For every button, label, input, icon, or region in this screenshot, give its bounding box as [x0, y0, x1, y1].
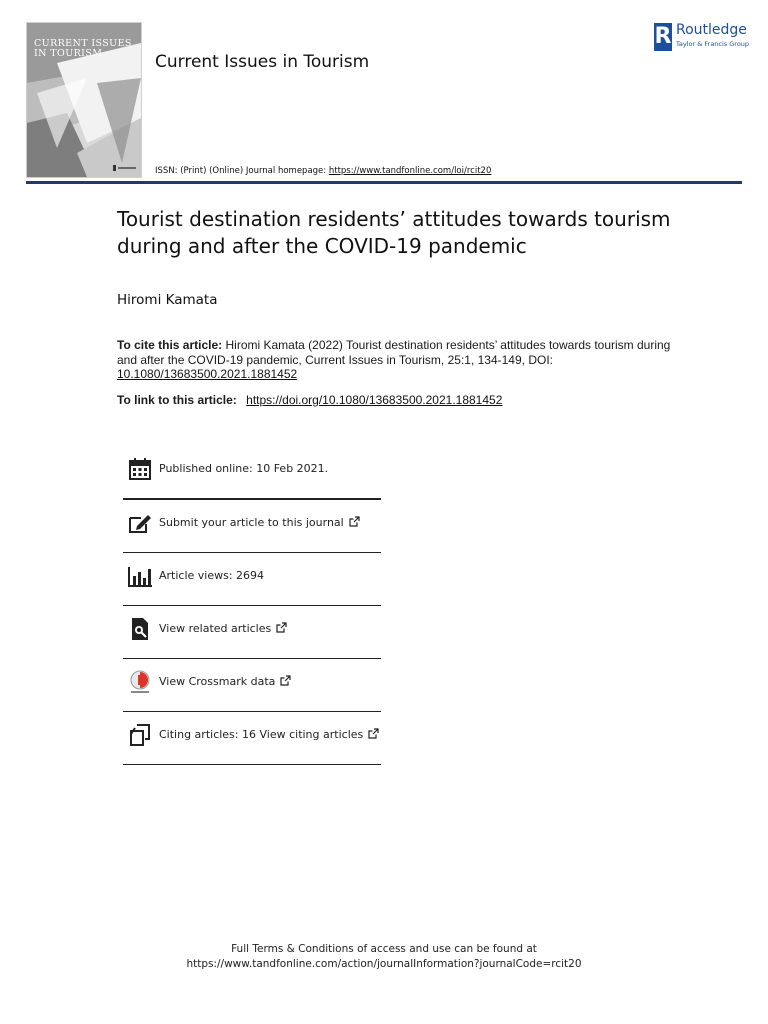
terms-footer: [0, 942, 768, 972]
submit-article-label[interactable]: Submit your article to this journal: [159, 516, 360, 529]
article-link-line: [117, 393, 502, 407]
header-divider: [26, 181, 742, 184]
link-label: To link to this article:: [117, 393, 237, 407]
journal-homepage-link[interactable]: https://www.tandfonline.com/loi/rcit20: [328, 166, 492, 176]
publisher-subtitle: Taylor & Francis Group: [676, 40, 750, 48]
citing-articles-label[interactable]: Citing articles: 16 View citing articles: [159, 728, 379, 741]
publisher-name: Routledge: [676, 22, 747, 38]
publisher-logo: [654, 22, 750, 52]
footer-terms-url[interactable]: https://www.tandfonline.com/action/journalInformation?journalCode=rcit20: [186, 958, 582, 970]
published-online-item: [123, 446, 381, 500]
footer-line-1: Full Terms & Conditions of access and use can be found at: [231, 943, 537, 955]
article-views-item: [123, 553, 381, 606]
related-articles-item[interactable]: [123, 606, 381, 659]
external-link-icon: [349, 516, 360, 527]
article-meta-list: [123, 446, 381, 765]
crossmark-icon: [127, 669, 153, 695]
bar-chart-icon: [127, 563, 153, 589]
external-link-icon: [280, 675, 291, 686]
edit-icon: [127, 510, 153, 536]
related-articles-label[interactable]: View related articles: [159, 622, 287, 635]
citing-articles-item[interactable]: [123, 712, 381, 765]
issn-line: [155, 166, 491, 176]
external-link-icon: [276, 622, 287, 633]
article-doi-url[interactable]: https://doi.org/10.1080/13683500.2021.1881452: [246, 393, 503, 407]
external-link-icon: [368, 728, 379, 739]
citation-text: Hiromi Kamata (2022) Tourist destination residents’ attitudes towards tourism during and after the COVID-19 pandemic, Current Issues in Tourism, 25:1, 134-149, DOI:: [117, 338, 671, 367]
search-document-icon: [127, 616, 153, 642]
crossmark-label[interactable]: View Crossmark data: [159, 675, 291, 688]
issn-text: ISSN: (Print) (Online) Journal homepage:: [155, 166, 329, 176]
citing-articles-icon: [127, 722, 153, 748]
article-title: Tourist destination residents’ attitudes towards tourism during and after the COVID-19 pandemic: [117, 207, 671, 258]
journal-title[interactable]: Current Issues in Tourism: [155, 52, 370, 72]
submit-article-item[interactable]: [123, 500, 381, 553]
cover-title: CURRENT ISSUES IN TOURISM: [34, 38, 132, 59]
published-online-label: Published online: 10 Feb 2021.: [159, 462, 329, 475]
citation-label: To cite this article:: [117, 338, 223, 352]
article-views-label: Article views: 2694: [159, 569, 265, 582]
routledge-r-icon: R: [654, 24, 672, 49]
calendar-icon: [127, 456, 153, 482]
author-name: Hiromi Kamata: [117, 292, 218, 308]
journal-cover-image: [26, 22, 142, 178]
citation-block: [117, 338, 677, 382]
crossmark-item[interactable]: [123, 659, 381, 712]
doi-link[interactable]: 10.1080/13683500.2021.1881452: [117, 367, 298, 381]
